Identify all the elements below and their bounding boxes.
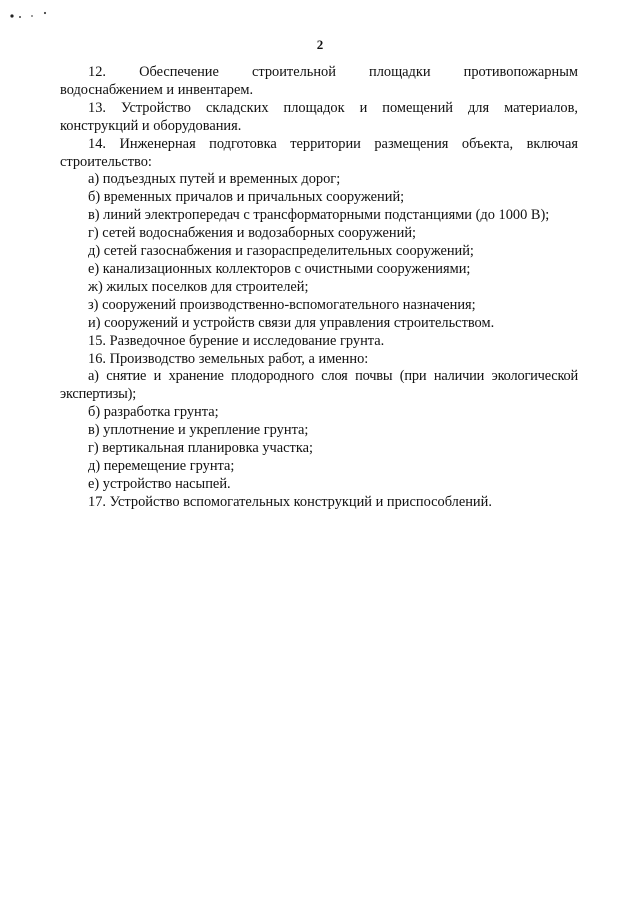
paragraph-list	[60, 100, 578, 512]
document-body	[60, 64, 578, 512]
paragraph: 15. Разведочное бурение и исследование грунта.	[88, 332, 385, 349]
paragraph: з) сооружений производственно-вспомогательного назначения;	[88, 296, 476, 313]
paragraph: 17. Устройство вспомогательных конструкций и приспособлений.	[88, 493, 492, 510]
scan-artifact-marks	[8, 6, 58, 22]
paragraph: е) канализационных коллекторов с очистными сооружениями;	[88, 260, 471, 277]
paragraph: г) сетей водоснабжения и водозаборных сооружений;	[88, 225, 417, 242]
paragraph: а) подъездных путей и временных дорог;	[88, 171, 341, 188]
paragraph: е) устройство насыпей.	[88, 475, 231, 492]
item-12-word: строительной	[251, 64, 336, 80]
item-12-word: 12.	[88, 64, 106, 80]
paragraph: б) разработка грунта;	[88, 404, 219, 421]
paragraph: г) вертикальная планировка участка;	[88, 440, 313, 457]
item-12-first-line	[60, 64, 578, 82]
paragraph: в) линий электропередач с трансформаторными подстанциями (до 1000 В);	[88, 207, 550, 224]
paragraph: д) перемещение грунта;	[88, 457, 235, 474]
paragraph: б) временных причалов и причальных сооружений;	[88, 189, 405, 206]
paragraph: 13. Устройство складских площадок и помещений для материалов, конструкций и оборудования.	[60, 99, 578, 134]
page-number: 2	[316, 37, 324, 52]
paragraph: 14. Инженерная подготовка территории размещения объекта, включая строительство:	[60, 135, 578, 170]
item-12-word: Обеспечение	[139, 64, 219, 80]
paragraph: и) сооружений и устройств связи для управления строительством.	[88, 314, 495, 331]
item-12-continuation: водоснабжением и инвентарем.	[60, 81, 254, 98]
paragraph: а) снятие и хранение плодородного слоя почвы (при наличии экологической экспертизы);	[60, 368, 578, 403]
item-12-word: площадки	[369, 64, 431, 80]
paragraph: 16. Производство земельных работ, а именно:	[88, 350, 369, 367]
paragraph: в) уплотнение и укрепление грунта;	[88, 422, 309, 439]
paragraph: д) сетей газоснабжения и газораспределительных сооружений;	[88, 243, 474, 260]
paragraph: ж) жилых поселков для строителей;	[88, 278, 309, 295]
item-12-word: противопожарным	[463, 64, 578, 80]
